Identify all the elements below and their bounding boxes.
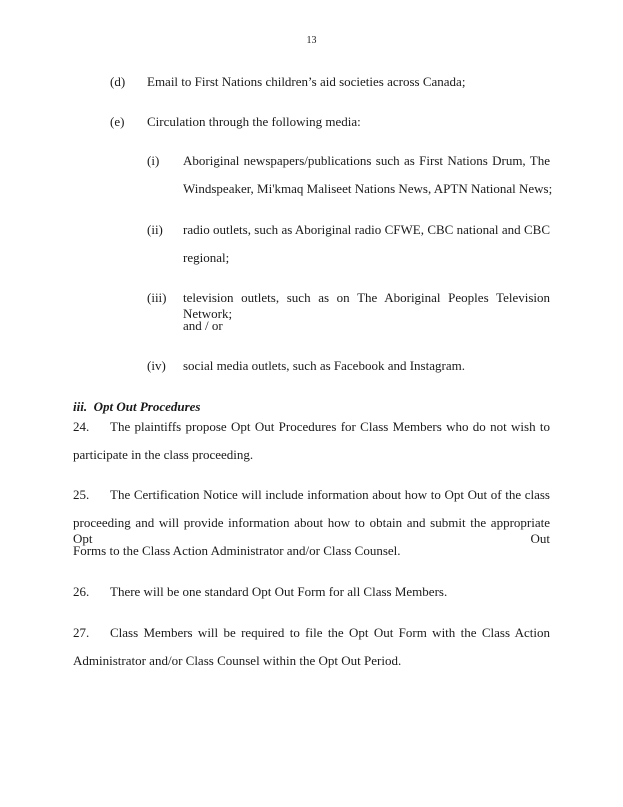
paragraph-text: The plaintiffs propose Opt Out Procedures for Class Members who do not wish to	[110, 419, 550, 434]
sub-item-label: (iii)	[147, 290, 167, 305]
paragraph-text: proceeding and will provide information about how to obtain and submit the appropriate Opt Out	[73, 515, 550, 546]
sub-item-text: Aboriginal newspapers/publications such as First Nations Drum, The	[183, 153, 550, 168]
sub-item-label: (i)	[147, 153, 160, 168]
paragraph-text: Forms to the Class Action Administrator and/or Class Counsel.	[73, 543, 401, 558]
paragraph-number: 25.	[73, 487, 90, 502]
sub-item-text: Windspeaker, Mi'kmaq Maliseet Nations News, APTN National News;	[183, 181, 553, 196]
sub-item-text: and / or	[183, 318, 223, 333]
paragraph-number: 26.	[73, 584, 90, 599]
sub-item-text: radio outlets, such as Aboriginal radio CFWE, CBC national and CBC	[183, 222, 550, 237]
list-text: Circulation through the following media:	[147, 114, 361, 129]
paragraph-text: Administrator and/or Class Counsel within the Opt Out Period.	[73, 653, 402, 668]
paragraph-text: participate in the class proceeding.	[73, 447, 254, 462]
section-heading: iii. Opt Out Procedures	[73, 399, 201, 414]
list-label: (e)	[110, 114, 125, 129]
sub-item-label: (ii)	[147, 222, 163, 237]
paragraph-number: 24.	[73, 419, 90, 434]
sub-item-label: (iv)	[147, 358, 166, 373]
paragraph-text: The Certification Notice will include information about how to Opt Out of the class	[110, 487, 550, 502]
paragraph-text: Class Members will be required to file the Opt Out Form with the Class Action	[110, 625, 550, 640]
sub-item-text: regional;	[183, 250, 230, 265]
list-label: (d)	[110, 74, 126, 89]
paragraph-text: There will be one standard Opt Out Form for all Class Members.	[110, 584, 448, 599]
paragraph-number: 27.	[73, 625, 90, 640]
sub-item-text: television outlets, such as on The Aboriginal Peoples Television Network;	[183, 290, 550, 321]
page-number: 13	[306, 35, 317, 46]
list-text: Email to First Nations children’s aid societies across Canada;	[147, 74, 466, 89]
sub-item-text: social media outlets, such as Facebook and Instagram.	[183, 358, 465, 373]
